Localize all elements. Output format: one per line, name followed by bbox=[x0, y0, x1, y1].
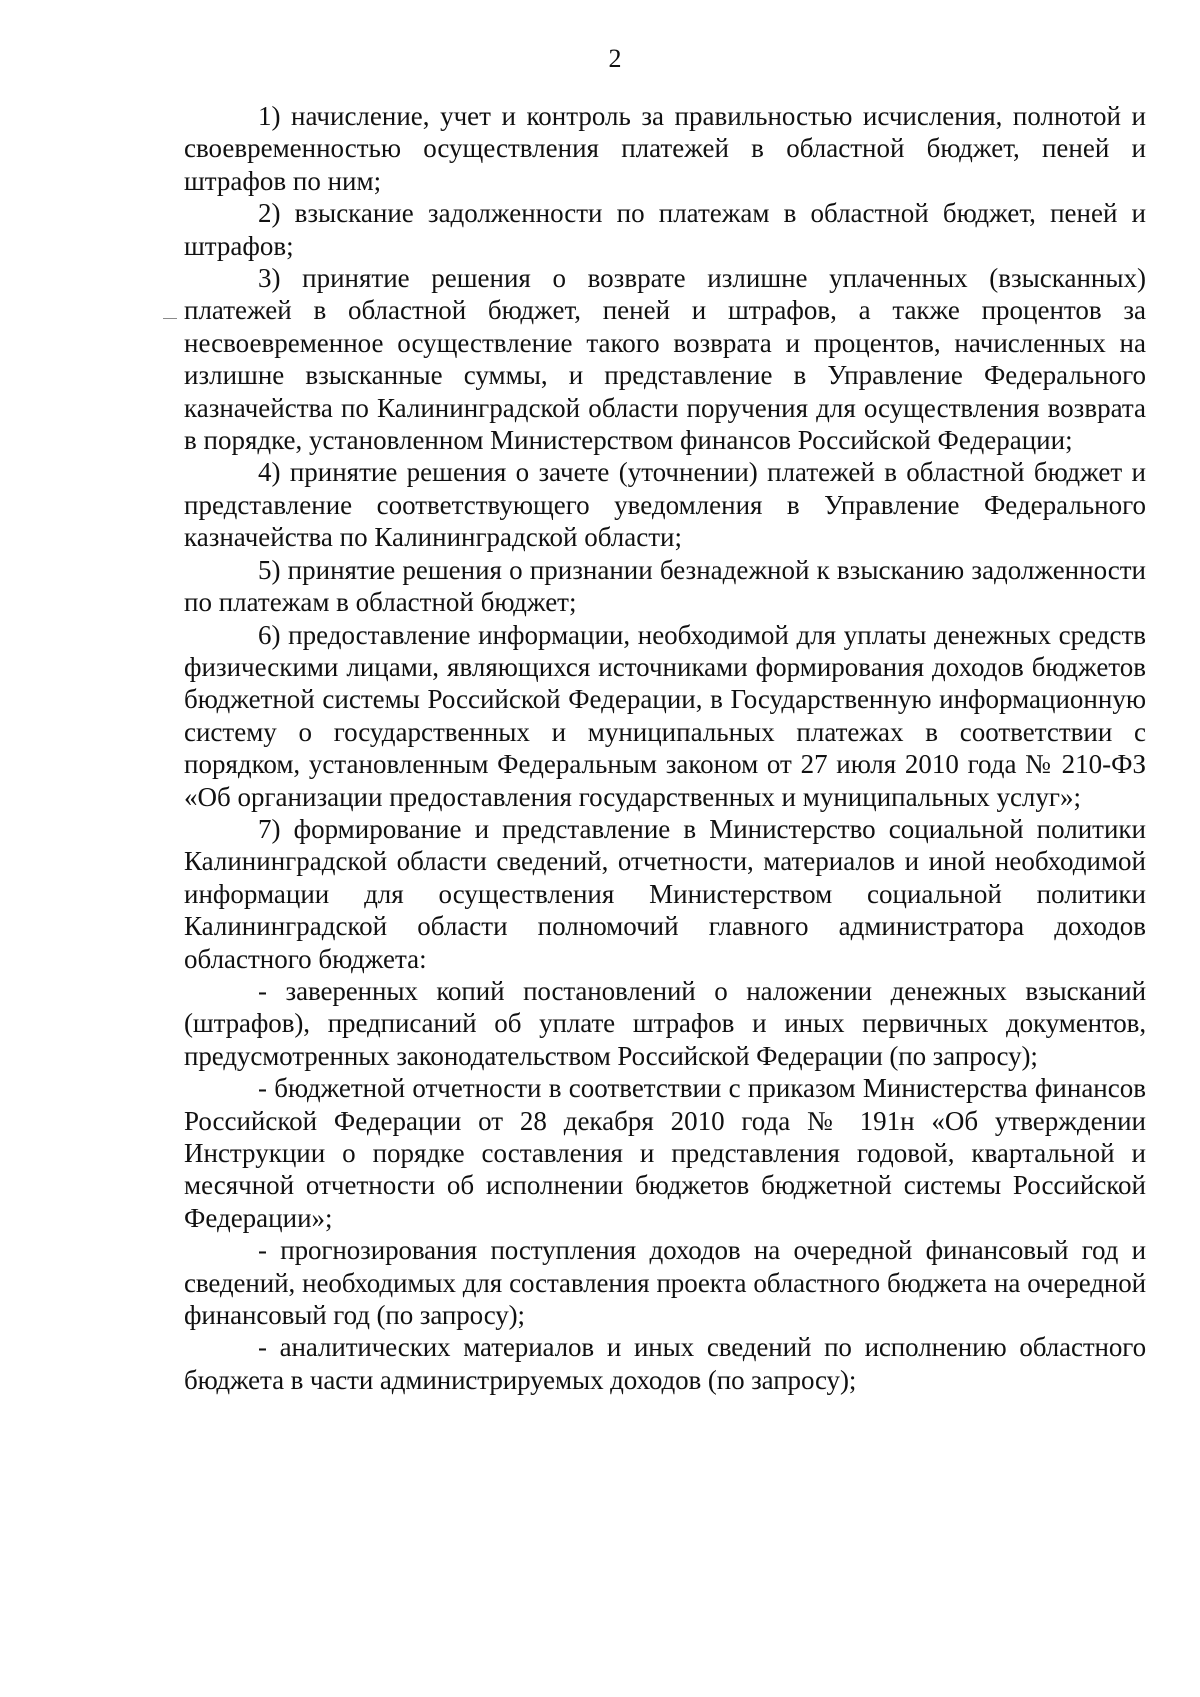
page-number: 2 bbox=[608, 44, 622, 73]
paragraph-subitem-certified-copies: - заверенных копий постановлений о наложении денежных взысканий (штрафов), предписаний об уплате штрафов и иных первичных документов, предусмотренных законодательством Российской Федерации (по запросу); bbox=[184, 975, 1146, 1071]
paragraph-subitem-revenue-forecast: - прогнозирования поступления доходов на очередной финансовый год и сведений, необходимых для составления проекта областного бюджета на очередной финансовый год (по запросу); bbox=[184, 1235, 1146, 1331]
paragraph-subitem-budget-reporting: - бюджетной отчетности в соответствии с приказом Министерства финансов Российской Федерации от 28 декабря 2010 года № 191н «Об утверждении Инструкции о порядке составления и представления годовой, квартальной и месячной отчетности об исполнении бюджетов бюджетной системы Российской Федерации»; bbox=[184, 1073, 1146, 1233]
paragraph-item-2: 2) взыскание задолженности по платежам в областной бюджет, пеней и штрафов; bbox=[184, 198, 1146, 261]
paragraph-item-4: 4) принятие решения о зачете (уточнении) платежей в областной бюджет и представление соответствующего уведомления в Управление Федерального казначейства по Калининградской области; bbox=[184, 457, 1146, 553]
paragraph-subitem-analytical-materials: - аналитических материалов и иных сведений по исполнению областного бюджета в части администрируемых доходов (по запросу); bbox=[184, 1332, 1146, 1395]
paragraph-item-6: 6) предоставление информации, необходимой для уплаты денежных средств физическими лицами, являющихся источниками формирования доходов бюджетов бюджетной системы Российской Федерации, в Государственную информационную систему о государственных и муниципальных платежах в соответствии с порядком, установленным Федеральным законом от 27 июля 2010 года № 210-ФЗ «Об организации предоставления государственных и муниципальных услуг»; bbox=[184, 619, 1146, 812]
paragraph-item-1: 1) начисление, учет и контроль за правильностью исчисления, полнотой и своевременностью осуществления платежей в областной бюджет, пеней и штрафов по ним; bbox=[184, 101, 1146, 196]
document-body bbox=[184, 100, 1146, 1396]
paragraph-item-3: 3) принятие решения о возврате излишне уплаченных (взысканных) платежей в областной бюджет, пеней и штрафов, а также процентов за несвоевременное осуществление такого возврата и процентов, начисленных на излишне взысканные суммы, и представление в Управление Федерального казначейства по Калининградской области поручения для осуществления возврата в порядке, установленном Министерством финансов Российской Федерации; bbox=[184, 263, 1146, 456]
scan-artifact-mark bbox=[163, 318, 177, 319]
paragraph-item-5: 5) принятие решения о признании безнадежной к взысканию задолженности по платежам в областной бюджет; bbox=[184, 554, 1146, 618]
paragraph-item-7: 7) формирование и представление в Министерство социальной политики Калининградской области сведений, отчетности, материалов и иной необходимой информации для осуществления Министерством социальной политики Калининградской области полномочий главного администратора доходов областного бюджета: bbox=[184, 813, 1146, 974]
